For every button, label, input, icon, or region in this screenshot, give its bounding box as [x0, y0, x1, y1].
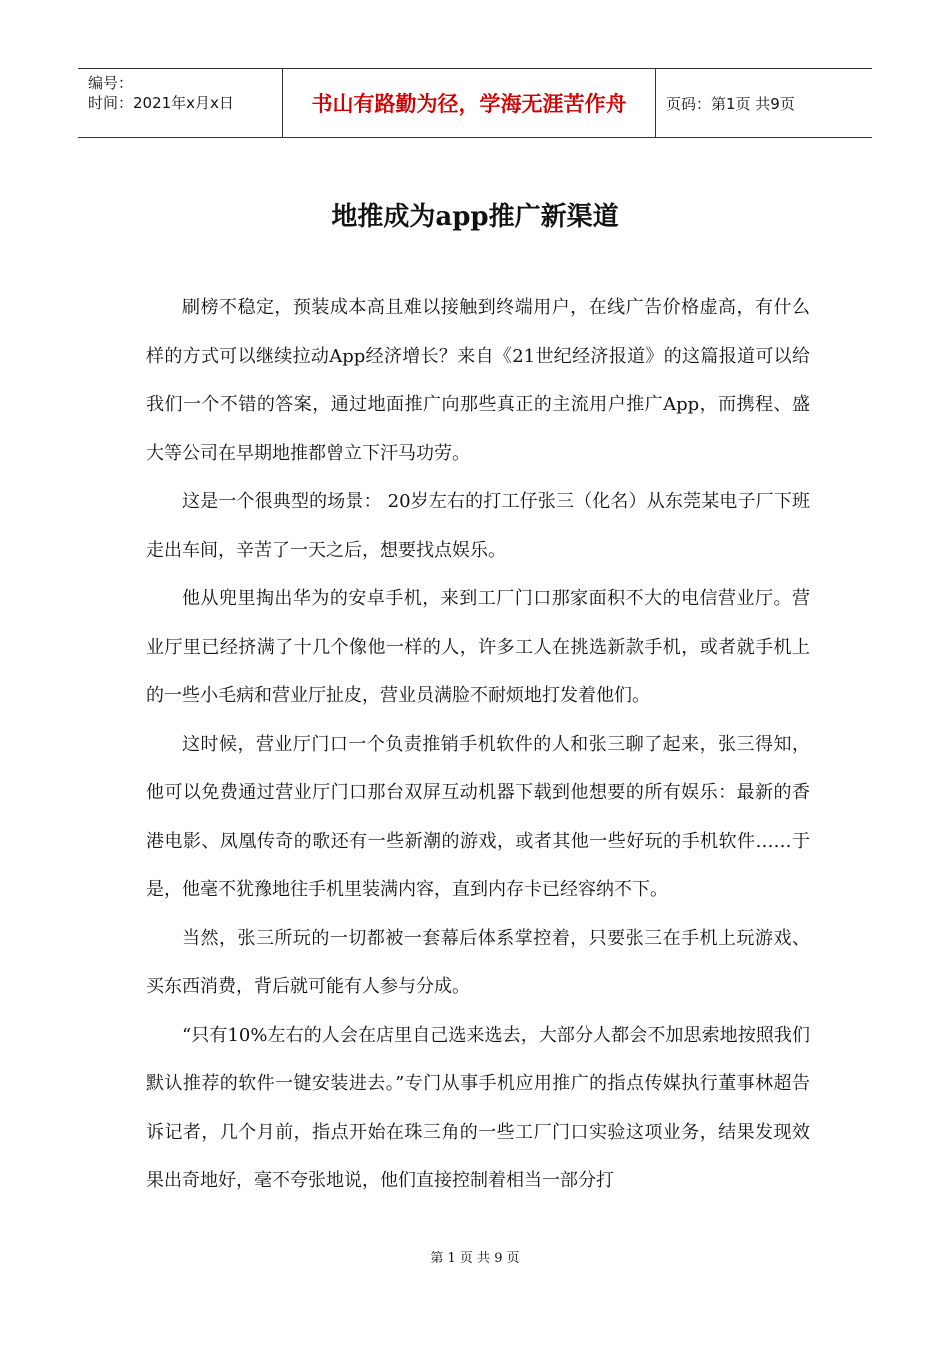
document-number-label: 编号：: [88, 74, 134, 92]
paragraph: 这是一个很典型的场景： 20岁左右的打工仔张三（化名）从东莞某电子厂下班走出车间，辛苦了一天之后，想要找点娱乐。: [146, 491, 810, 561]
paragraph: 他从兜里掏出华为的安卓手机，来到工厂门口那家面积不大的电信营业厅。营业厅里已经挤满了十几个像他一样的人，许多工人在挑选新款手机，或者就手机上的一些小毛病和营业厅扯皮，营业员满脸不耐烦地打发着他们。: [146, 588, 810, 706]
paragraph: 刷榜不稳定，预装成本高且难以接触到终端用户，在线广告价格虚高，有什么样的方式可以继续拉动App经济增长？来自《21世纪经济报道》的这篇报道可以给我们一个不错的答案，通过地面推广向那些真正的主流用户推广App，而携程、盛大等公司在早期地推都曾立下汗马功劳。: [146, 297, 810, 464]
paragraph: 这时候，营业厅门口一个负责推销手机软件的人和张三聊了起来，张三得知，他可以免费通过营业厅门口那台双屏互动机器下载到他想要的所有娱乐：最新的香港电影、凤凰传奇的歌还有一些新潮的游戏，或者其他一些好玩的手机软件……于是，他毫不犹豫地往手机里装满内容，直到内存卡已经容纳不下。: [146, 733, 810, 900]
document-body: [146, 284, 810, 1206]
header-page-info: 页码：第1页 共9页: [666, 94, 795, 113]
document-header: [78, 68, 872, 138]
paragraph: “只有10%左右的人会在店里自己选来选去，大部分人都会不加思索地按照我们默认推荐的软件一键安装进去。”专门从事手机应用推广的指点传媒执行董事林超告诉记者，几个月前，指点开始在珠三角的一些工厂门口实验这项业务，结果发现效果出奇地好，毫不夸张地说，他们直接控制着相当一部分打: [146, 1024, 810, 1191]
paragraph: 当然，张三所玩的一切都被一套幕后体系掌控着，只要张三在手机上玩游戏、买东西消费，背后就可能有人参与分成。: [146, 927, 810, 997]
document-date-label: 时间：2021年x月x日: [88, 94, 234, 112]
document-title: 地推成为app推广新渠道: [331, 202, 619, 232]
header-meta: [78, 69, 282, 137]
page-footer: 第 1 页 共 9 页: [430, 1251, 520, 1266]
header-motto: 书山有路勤为径，学海无涯苦作舟: [282, 69, 656, 137]
